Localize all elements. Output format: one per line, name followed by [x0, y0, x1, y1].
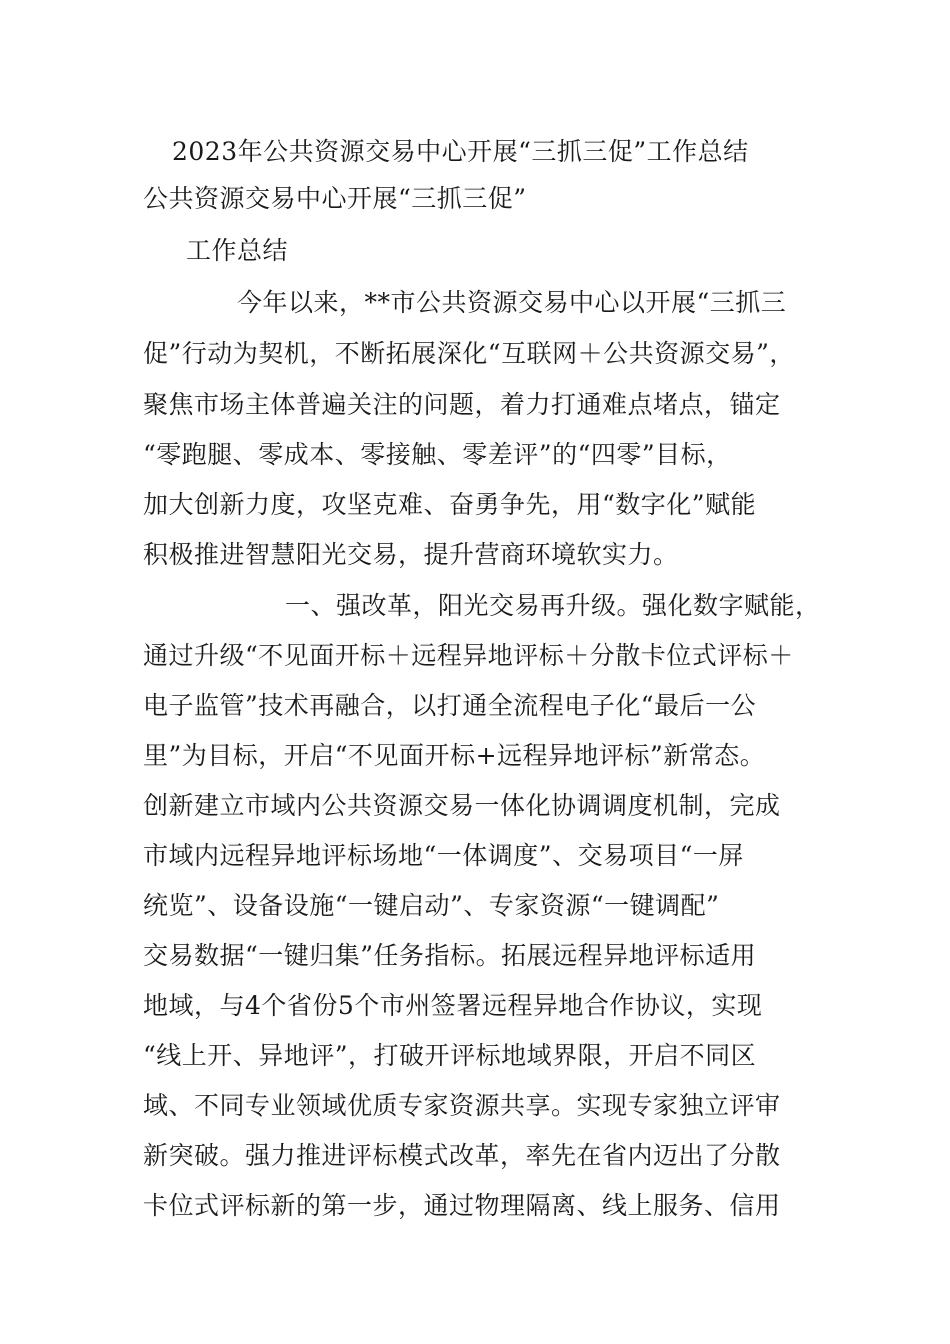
- document-subtitle-continued: 工作总结: [186, 236, 289, 265]
- paragraph-2-line-1: 一、强改革，阳光交易再升级。强化数字赋能，: [285, 591, 821, 620]
- paragraph-1-line-3: 聚焦市场主体普遍关注的问题，着力打通难点堵点，锚定: [143, 390, 781, 419]
- paragraph-2-line-5: 创新建立市域内公共资源交易一体化协调调度机制，完成: [143, 791, 781, 820]
- paragraph-1-line-4: “零跑腿、零成本、零接触、零差评”的“四零”目标，: [143, 440, 732, 469]
- paragraph-1-line-5: 加大创新力度，攻坚克难、奋勇争先，用“数字化”赋能: [143, 490, 757, 519]
- paragraph-2-line-4: 里”为目标，开启“不见面开标+远程异地评标”新常态。: [143, 741, 766, 770]
- paragraph-1-line-2: 促”行动为契机，不断拓展深化“互联网＋公共资源交易”，: [143, 339, 795, 368]
- paragraph-2-line-9: 地域，与4个省份5个市州签署远程异地合作协议，实现: [143, 991, 763, 1020]
- paragraph-1-line-6: 积极推进智慧阳光交易，提升营商环境软实力。: [143, 540, 679, 569]
- paragraph-2-line-6: 市域内远程异地评标场地“一体调度”、交易项目“一屏: [143, 841, 744, 870]
- paragraph-2-line-3: 电子监管”技术再融合，以打通全流程电子化“最后一公: [143, 691, 757, 720]
- paragraph-2-line-11: 域、不同专业领域优质专家资源共享。实现专家独立评审: [143, 1091, 781, 1120]
- document-subtitle: 公共资源交易中心开展“三抓三促”: [143, 184, 527, 213]
- document-title: 2023年公共资源交易中心开展“三抓三促”工作总结: [172, 137, 749, 166]
- paragraph-2-line-8: 交易数据“一键归集”任务指标。拓展远程异地评标适用: [143, 941, 757, 970]
- paragraph-2-line-7: 统览”、设备设施“一键启动”、专家资源“一键调配”: [143, 891, 720, 920]
- paragraph-2-line-12: 新突破。强力推进评标模式改革，率先在省内迈出了分散: [143, 1141, 781, 1170]
- paragraph-2-line-10: “线上开、异地评”，打破开评标地域界限，开启不同区: [143, 1041, 757, 1070]
- paragraph-1-line-1: 今年以来，**市公共资源交易中心以开展“三抓三: [237, 288, 787, 317]
- paragraph-2-line-13: 卡位式评标新的第一步，通过物理隔离、线上服务、信用: [143, 1191, 781, 1220]
- paragraph-2-line-2: 通过升级“不见面开标＋远程异地评标＋分散卡位式评标＋: [143, 641, 794, 670]
